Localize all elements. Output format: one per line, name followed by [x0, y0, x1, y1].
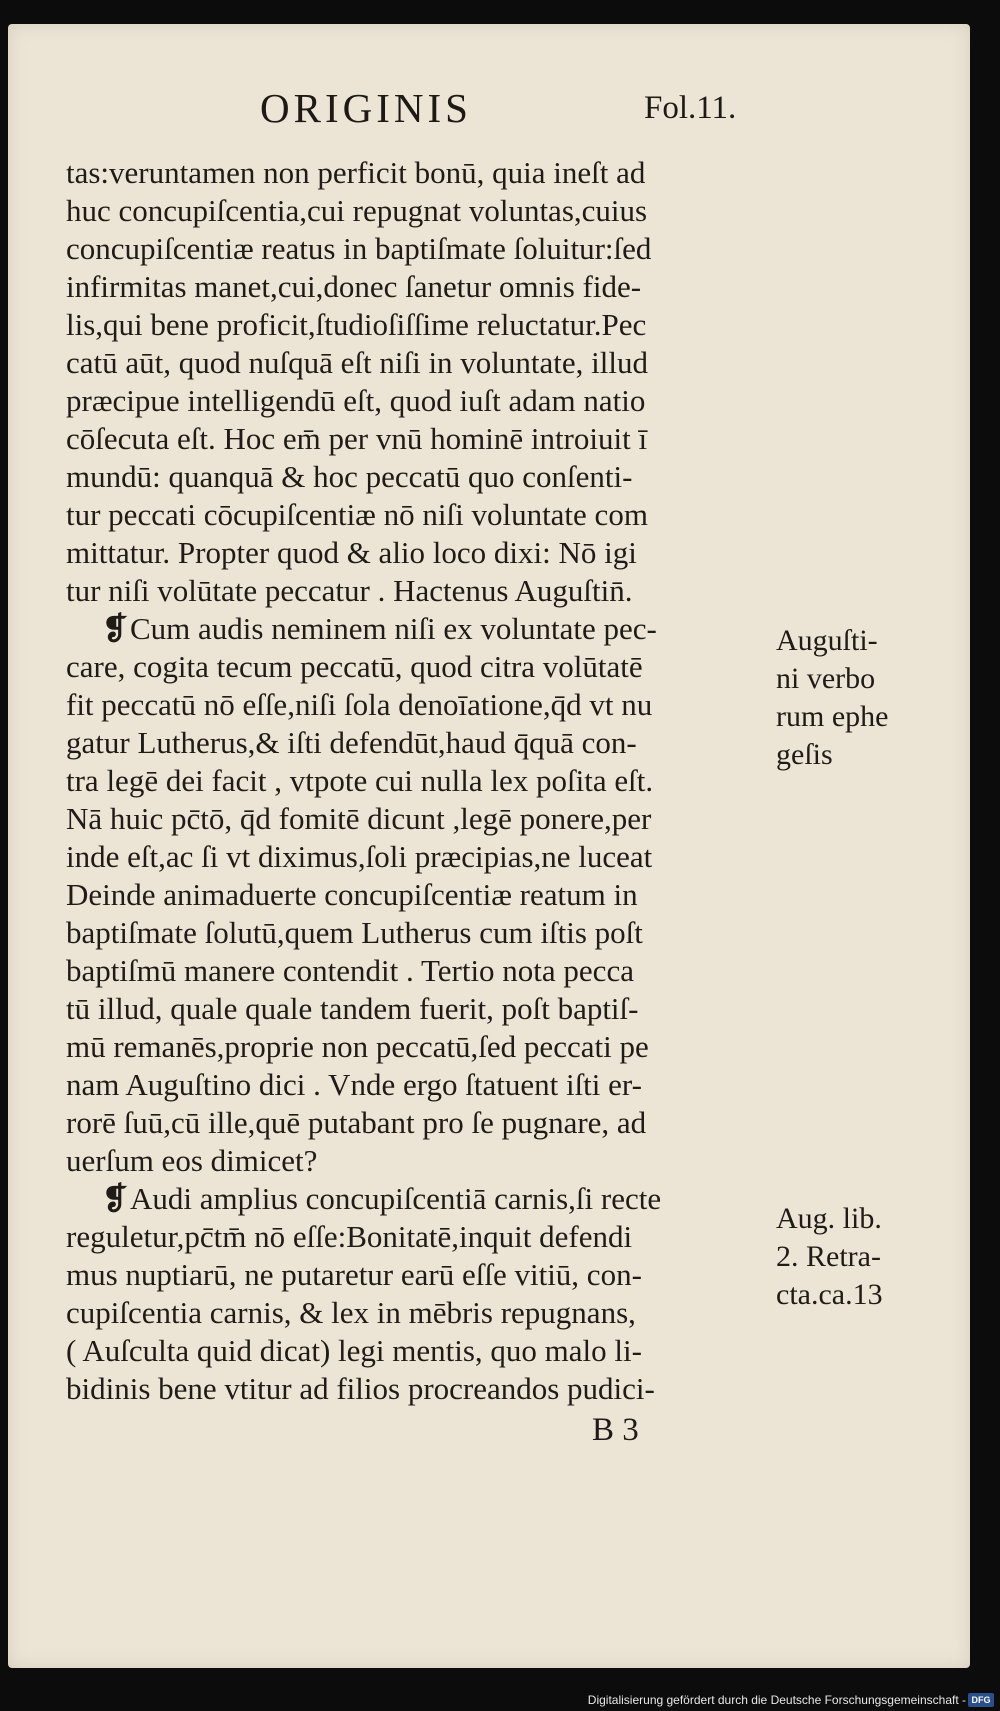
margin-note-line: Aug. lib. — [776, 1202, 882, 1235]
running-title: ORIGINIS — [260, 85, 472, 131]
text-line: uerſum eos dimicet? — [66, 1143, 318, 1178]
text-line: Deinde animaduerte concupiſcentiæ reatum in — [66, 877, 638, 912]
dfg-logo-icon: DFG — [968, 1693, 994, 1707]
folio-number: Fol.11. — [644, 90, 737, 126]
pilcrow-icon: ❡ — [102, 1181, 128, 1216]
margin-note-augustini — [776, 622, 956, 774]
text-line: mundū: quanquā & hoc peccatū quo conſenti- — [66, 459, 633, 494]
text-line: tra legē dei facit , vtpote cui nulla lex poſita eſt. — [66, 763, 654, 798]
text-line: tur peccati cōcupiſcentiæ nō niſi voluntate com — [66, 497, 648, 532]
text-line: inde eſt,ac ſi vt diximus,ſoli præcipias,ne luceat — [66, 839, 653, 874]
margin-note-line: ni verbo — [776, 662, 876, 695]
text-line: mū remanēs,proprie non peccatū,ſed peccati pe — [66, 1029, 649, 1064]
paragraph-start-line — [66, 610, 788, 648]
text-line: nam Auguſtino dici . Vnde ergo ſtatuent iſti er- — [66, 1067, 642, 1102]
text-line: baptiſmū manere contendit . Tertio nota pecca — [66, 953, 634, 988]
text-span: Audi amplius concupiſcentiā carnis,ſi recte — [129, 1181, 662, 1216]
text-span: Cum audis neminem niſi ex voluntate pec- — [129, 611, 657, 646]
margin-note-line: rum ephe — [776, 700, 889, 733]
margin-note-line: 2. Retra- — [776, 1240, 881, 1273]
margin-note-line: geſis — [776, 738, 833, 771]
text-line: rorē ſuū,cū ille,quē putabant pro ſe pugnare, ad — [66, 1105, 647, 1140]
main-text-block — [66, 154, 788, 1408]
signature-mark: B 3 — [592, 1412, 639, 1448]
page-header — [8, 84, 970, 148]
text-line: bidinis bene vtitur ad filios procreandos pudici- — [66, 1371, 655, 1406]
pilcrow-icon: ❡ — [102, 611, 128, 646]
text-line: concupiſcentiæ reatus in baptiſmate ſoluitur:ſed — [66, 231, 652, 266]
text-line: tas:veruntamen non perficit bonū, quia ineſt ad — [66, 155, 646, 190]
digitization-credit: Digitalisierung gefördert durch die Deutsche Forschungsgemeinschaft - — [587, 1693, 966, 1707]
text-line: lis,qui bene proficit,ſtudioſiſſime reluctatur.Pec — [66, 307, 647, 342]
text-line: tū illud, quale quale tandem fuerit, poſt baptiſ- — [66, 991, 639, 1026]
text-line: cupiſcentia carnis, & lex in mēbris repugnans, — [66, 1295, 636, 1330]
book-page — [8, 24, 970, 1668]
text-line: fit peccatū nō eſſe,niſi ſola denoīatione,q̄d vt nu — [66, 687, 653, 722]
text-line: care, cogita tecum peccatū, quod citra volūtatē — [66, 649, 643, 684]
text-line: huc concupiſcentia,cui repugnat voluntas,cuius — [66, 193, 648, 228]
paragraph-start-line — [66, 1180, 788, 1218]
text-line: baptiſmate ſolutū,quem Lutherus cum iſtis poſt — [66, 915, 643, 950]
text-line: infirmitas manet,cui,donec ſanetur omnis fide- — [66, 269, 642, 304]
margin-note-line: Auguſti- — [776, 624, 878, 657]
text-line: reguletur,pc̄tm̄ nō eſſe:Bonitatē,inquit defendi — [66, 1219, 633, 1254]
margin-note-retractationes — [776, 1200, 956, 1314]
text-line: mittatur. Propter quod & alio loco dixi: Nō igi — [66, 535, 637, 570]
margin-note-line: cta.ca.13 — [776, 1278, 883, 1311]
text-line: præcipue intelligendū eſt, quod iuſt adam natio — [66, 383, 646, 418]
text-line: mus nuptiarū, ne putaretur earū eſſe vitiū, con- — [66, 1257, 642, 1292]
text-line: cōſecuta eſt. Hoc em̄ per vnū hominē introiuit ī — [66, 421, 648, 456]
text-line: catū aūt, quod nuſquā eſt niſi in voluntate, illud — [66, 345, 649, 380]
text-line: gatur Lutherus,& iſti defendūt,haud q̄quā con- — [66, 725, 637, 760]
text-line: tur niſi volūtate peccatur . Hactenus Auguſtin̄. — [66, 573, 633, 608]
text-line: Nā huic pc̄tō, q̄d fomitē dicunt ,legē ponere,per — [66, 801, 652, 836]
text-line: ( Auſculta quid dicat) legi mentis, quo malo li- — [66, 1333, 642, 1368]
